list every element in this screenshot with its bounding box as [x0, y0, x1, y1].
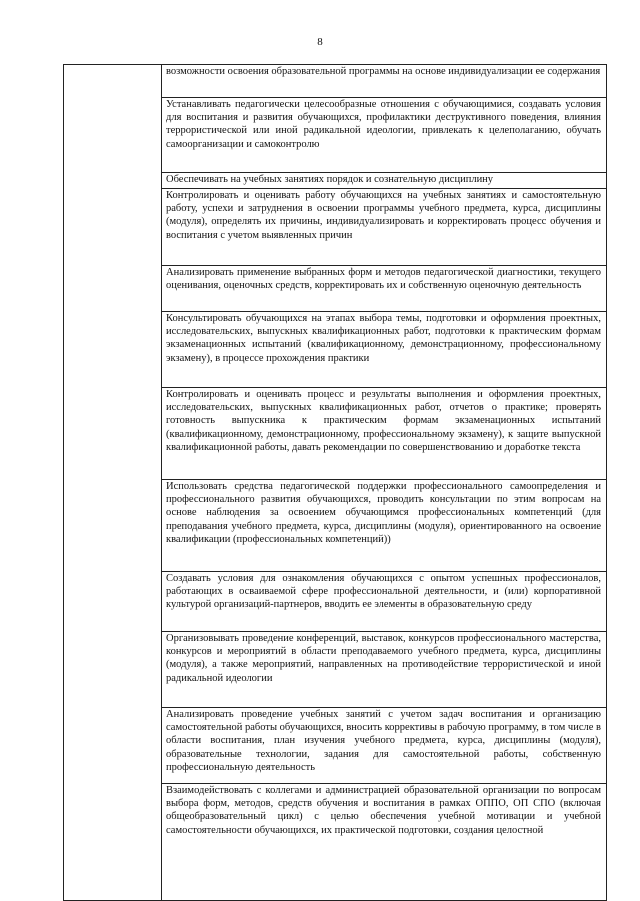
table-cell — [162, 65, 607, 98]
cell-text: Организовывать проведение конференций, выставок, конкурсов профессионального мастерства, конкурсов и мероприятий в области преподаваемого учебного предмета, курса, дисциплины (модуля), а также мероприятий, направленных на противодействие террористической и иной радикальной идеологии — [166, 633, 601, 684]
cell-text: Использовать средства педагогической поддержки профессионального самоопределения и профессионального развития обучающихся, проводить консультации по этим вопросам на основе наблюдения за освоением обучающимся профессиональных компетенций (для преподавания учебного предмета, курса, дисциплины (модуля), ориентированного на освоение квалификации (профессиональных компетенций)) — [166, 481, 601, 545]
cell-text: Анализировать проведение учебных занятий с учетом задач воспитания и организацию самостоятельной работы обучающихся, вносить коррективы в рабочую программу, в том числе в области воспитания, план изучения учебного предмета, курса, дисциплины (модуля), образовательные технологии, задания для самостоятельной работы, собственную профессиональную деятельность — [166, 709, 601, 773]
left-column-cell — [64, 65, 162, 901]
cell-text: Устанавливать педагогически целесообразные отношения с обучающимися, создавать условия для воспитания и развития обучающихся, профилактики деструктивного поведения, влияния террористической или иной радикальной идеологии, привлекать к целеполаганию, обучать самоорганизации и самоконтролю — [166, 99, 601, 150]
cell-text: возможности освоения образовательной программы на основе индивидуализации ее содержания — [166, 66, 601, 77]
table-cell — [162, 784, 607, 901]
page-number: 8 — [317, 36, 323, 48]
table-cell — [162, 480, 607, 572]
cell-text: Контролировать и оценивать процесс и результаты выполнения и оформления проектных, исследовательских, выпускных квалификационных работ, отчетов о практике; проверять готовность выпускника к практическим формам экзаменационных испытаний (квалификационному, демонстрационному, профессиональному экзамену), к защите выпускной квалификационной работы, давать рекомендации по совершенствованию и доработке текста — [166, 389, 601, 453]
table-cell — [162, 388, 607, 480]
table-row — [64, 65, 607, 98]
table-cell — [162, 632, 607, 708]
cell-text: Обеспечивать на учебных занятиях порядок и сознательную дисциплину — [166, 174, 494, 185]
table-cell — [162, 312, 607, 388]
table-cell — [162, 98, 607, 173]
table-cell — [162, 572, 607, 632]
table-cell — [162, 708, 607, 784]
table-cell — [162, 189, 607, 266]
cell-text: Анализировать применение выбранных форм и методов педагогической диагностики, текущего оценивания, оценочных средств, корректировать их и собственную оценочную деятельность — [166, 267, 601, 292]
competency-table — [63, 64, 607, 901]
cell-text: Контролировать и оценивать работу обучающихся на учебных занятиях и самостоятельную работу, успехи и затруднения в освоении программы учебного предмета, курса, дисциплины (модуля), определять их причины, индивидуализировать и корректировать процесс обучения и воспитания с учетом выявленных причин — [166, 190, 601, 241]
cell-text: Консультировать обучающихся на этапах выбора темы, подготовки и оформления проектных, исследовательских, выпускных квалификационных работ, подготовки к практическим формам экзаменационных испытаний (квалификационному, демонстрационному, профессиональному экзамену), в процессе прохождения практики — [166, 313, 601, 364]
cell-text: Взаимодействовать с коллегами и администрацией образовательной организации по вопросам выбора форм, методов, средств обучения и воспитания в рамках ОППО, ОП СПО (включая общеобразовательный цикл) с целью обеспечения учебной мотивации и учебной самостоятельности обучающихся, их практической подготовки, создания целостной — [166, 785, 601, 836]
table-cell — [162, 173, 607, 189]
cell-text: Создавать условия для ознакомления обучающихся с опытом успешных профессионалов, работающих в осваиваемой сфере профессиональной деятельности, и (или) корпоративной культурой организаций-партнеров, вводить ее элементы в образовательную среду — [166, 573, 601, 611]
table-cell — [162, 266, 607, 312]
